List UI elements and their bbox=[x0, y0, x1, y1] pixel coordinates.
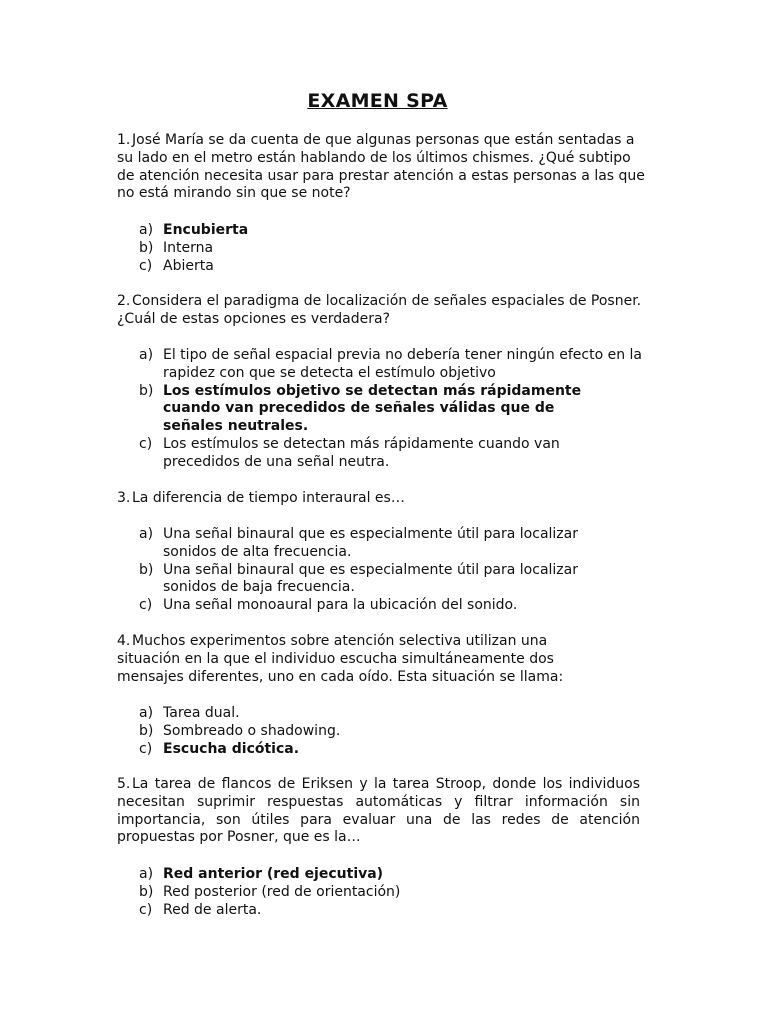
option-letter: c) bbox=[139, 435, 153, 452]
option-letter: b) bbox=[139, 883, 154, 900]
question-5-options bbox=[139, 866, 651, 919]
question-number: 4. bbox=[117, 633, 131, 649]
question-1 bbox=[117, 132, 649, 203]
question-number: 2. bbox=[117, 293, 131, 309]
option-text: Red de alerta. bbox=[163, 901, 262, 918]
option-b bbox=[139, 383, 603, 436]
option-text: Red anterior (red ejecutiva) bbox=[163, 866, 384, 882]
option-letter: b) bbox=[139, 722, 154, 739]
option-a bbox=[139, 222, 651, 240]
question-3 bbox=[117, 490, 649, 508]
question-5 bbox=[117, 776, 640, 847]
option-text: Sombreado o shadowing. bbox=[163, 722, 341, 739]
option-letter: a) bbox=[139, 866, 154, 882]
question-text: Muchos experimentos sobre atención selectiva utilizan una situación en la que el individuo escucha simultáneamente dos mensajes diferentes, uno en cada oído. Esta situación se llama: bbox=[117, 633, 564, 685]
option-b bbox=[139, 240, 651, 258]
option-letter: c) bbox=[139, 740, 153, 757]
option-text: Los estímulos objetivo se detectan más rápidamente cuando van precedidos de señales válidas que de señales neutrales. bbox=[163, 382, 582, 435]
option-text: Tarea dual. bbox=[163, 705, 240, 721]
option-text: Una señal binaural que es especialmente útil para localizar sonidos de baja frecuencia. bbox=[163, 561, 578, 596]
option-letter: a) bbox=[139, 526, 154, 542]
option-a bbox=[139, 526, 613, 562]
page-title: EXAMEN SPA bbox=[307, 90, 448, 112]
option-b bbox=[139, 723, 651, 741]
option-b bbox=[139, 884, 651, 902]
option-c bbox=[139, 741, 651, 759]
question-3-options bbox=[139, 526, 651, 615]
question-4 bbox=[117, 633, 577, 686]
option-text: Encubierta bbox=[163, 222, 249, 238]
option-letter: b) bbox=[139, 382, 154, 399]
option-text: Abierta bbox=[163, 257, 214, 274]
option-letter: b) bbox=[139, 561, 154, 578]
question-text: José María se da cuenta de que algunas personas que están sentadas a su lado en el metro están hablando de los últimos chismes. ¿Qué subtipo de atención necesita usar para prestar atención a estas personas a las que no está mirando sin que se note? bbox=[117, 132, 645, 202]
option-letter: b) bbox=[139, 239, 154, 256]
option-letter: a) bbox=[139, 347, 154, 363]
question-text: La diferencia de tiempo interaural es… bbox=[132, 490, 405, 506]
option-a bbox=[139, 347, 651, 383]
option-text: Una señal monoaural para la ubicación del sonido. bbox=[163, 597, 518, 614]
question-text: La tarea de flancos de Eriksen y la tarea Stroop, donde los individuos necesitan suprimir respuestas automáticas y filtrar información sin importancia, son útiles para evaluar una de las redes de atención propuestas por Posner, que es la… bbox=[117, 776, 640, 846]
option-letter: c) bbox=[139, 597, 153, 614]
option-c bbox=[139, 902, 651, 920]
option-text: Escucha dicótica. bbox=[163, 740, 300, 757]
option-a bbox=[139, 705, 651, 723]
question-4-options bbox=[139, 705, 651, 758]
option-text: Una señal binaural que es especialmente útil para localizar sonidos de alta frecuencia. bbox=[163, 526, 578, 560]
question-2 bbox=[117, 293, 649, 329]
option-letter: a) bbox=[139, 222, 154, 238]
option-c bbox=[139, 258, 651, 276]
option-text: Red posterior (red de orientación) bbox=[163, 883, 401, 900]
option-b bbox=[139, 562, 613, 598]
option-text: Los estímulos se detectan más rápidamente cuando van precedidos de una señal neutra. bbox=[163, 435, 560, 470]
option-a bbox=[139, 866, 651, 884]
question-number: 5. bbox=[117, 776, 131, 792]
question-1-options bbox=[139, 222, 651, 275]
question-text: Considera el paradigma de localización de señales espaciales de Posner. ¿Cuál de estas opciones es verdadera? bbox=[117, 293, 642, 327]
option-letter: c) bbox=[139, 257, 153, 274]
option-letter: c) bbox=[139, 901, 153, 918]
question-number: 3. bbox=[117, 490, 131, 506]
option-text: El tipo de señal espacial previa no debería tener ningún efecto en la rapidez con que se detecta el estímulo objetivo bbox=[163, 347, 642, 381]
question-2-options bbox=[139, 347, 651, 472]
option-c bbox=[139, 597, 651, 615]
question-number: 1. bbox=[117, 132, 131, 148]
option-letter: a) bbox=[139, 705, 154, 721]
option-c bbox=[139, 436, 603, 472]
option-text: Interna bbox=[163, 239, 214, 256]
